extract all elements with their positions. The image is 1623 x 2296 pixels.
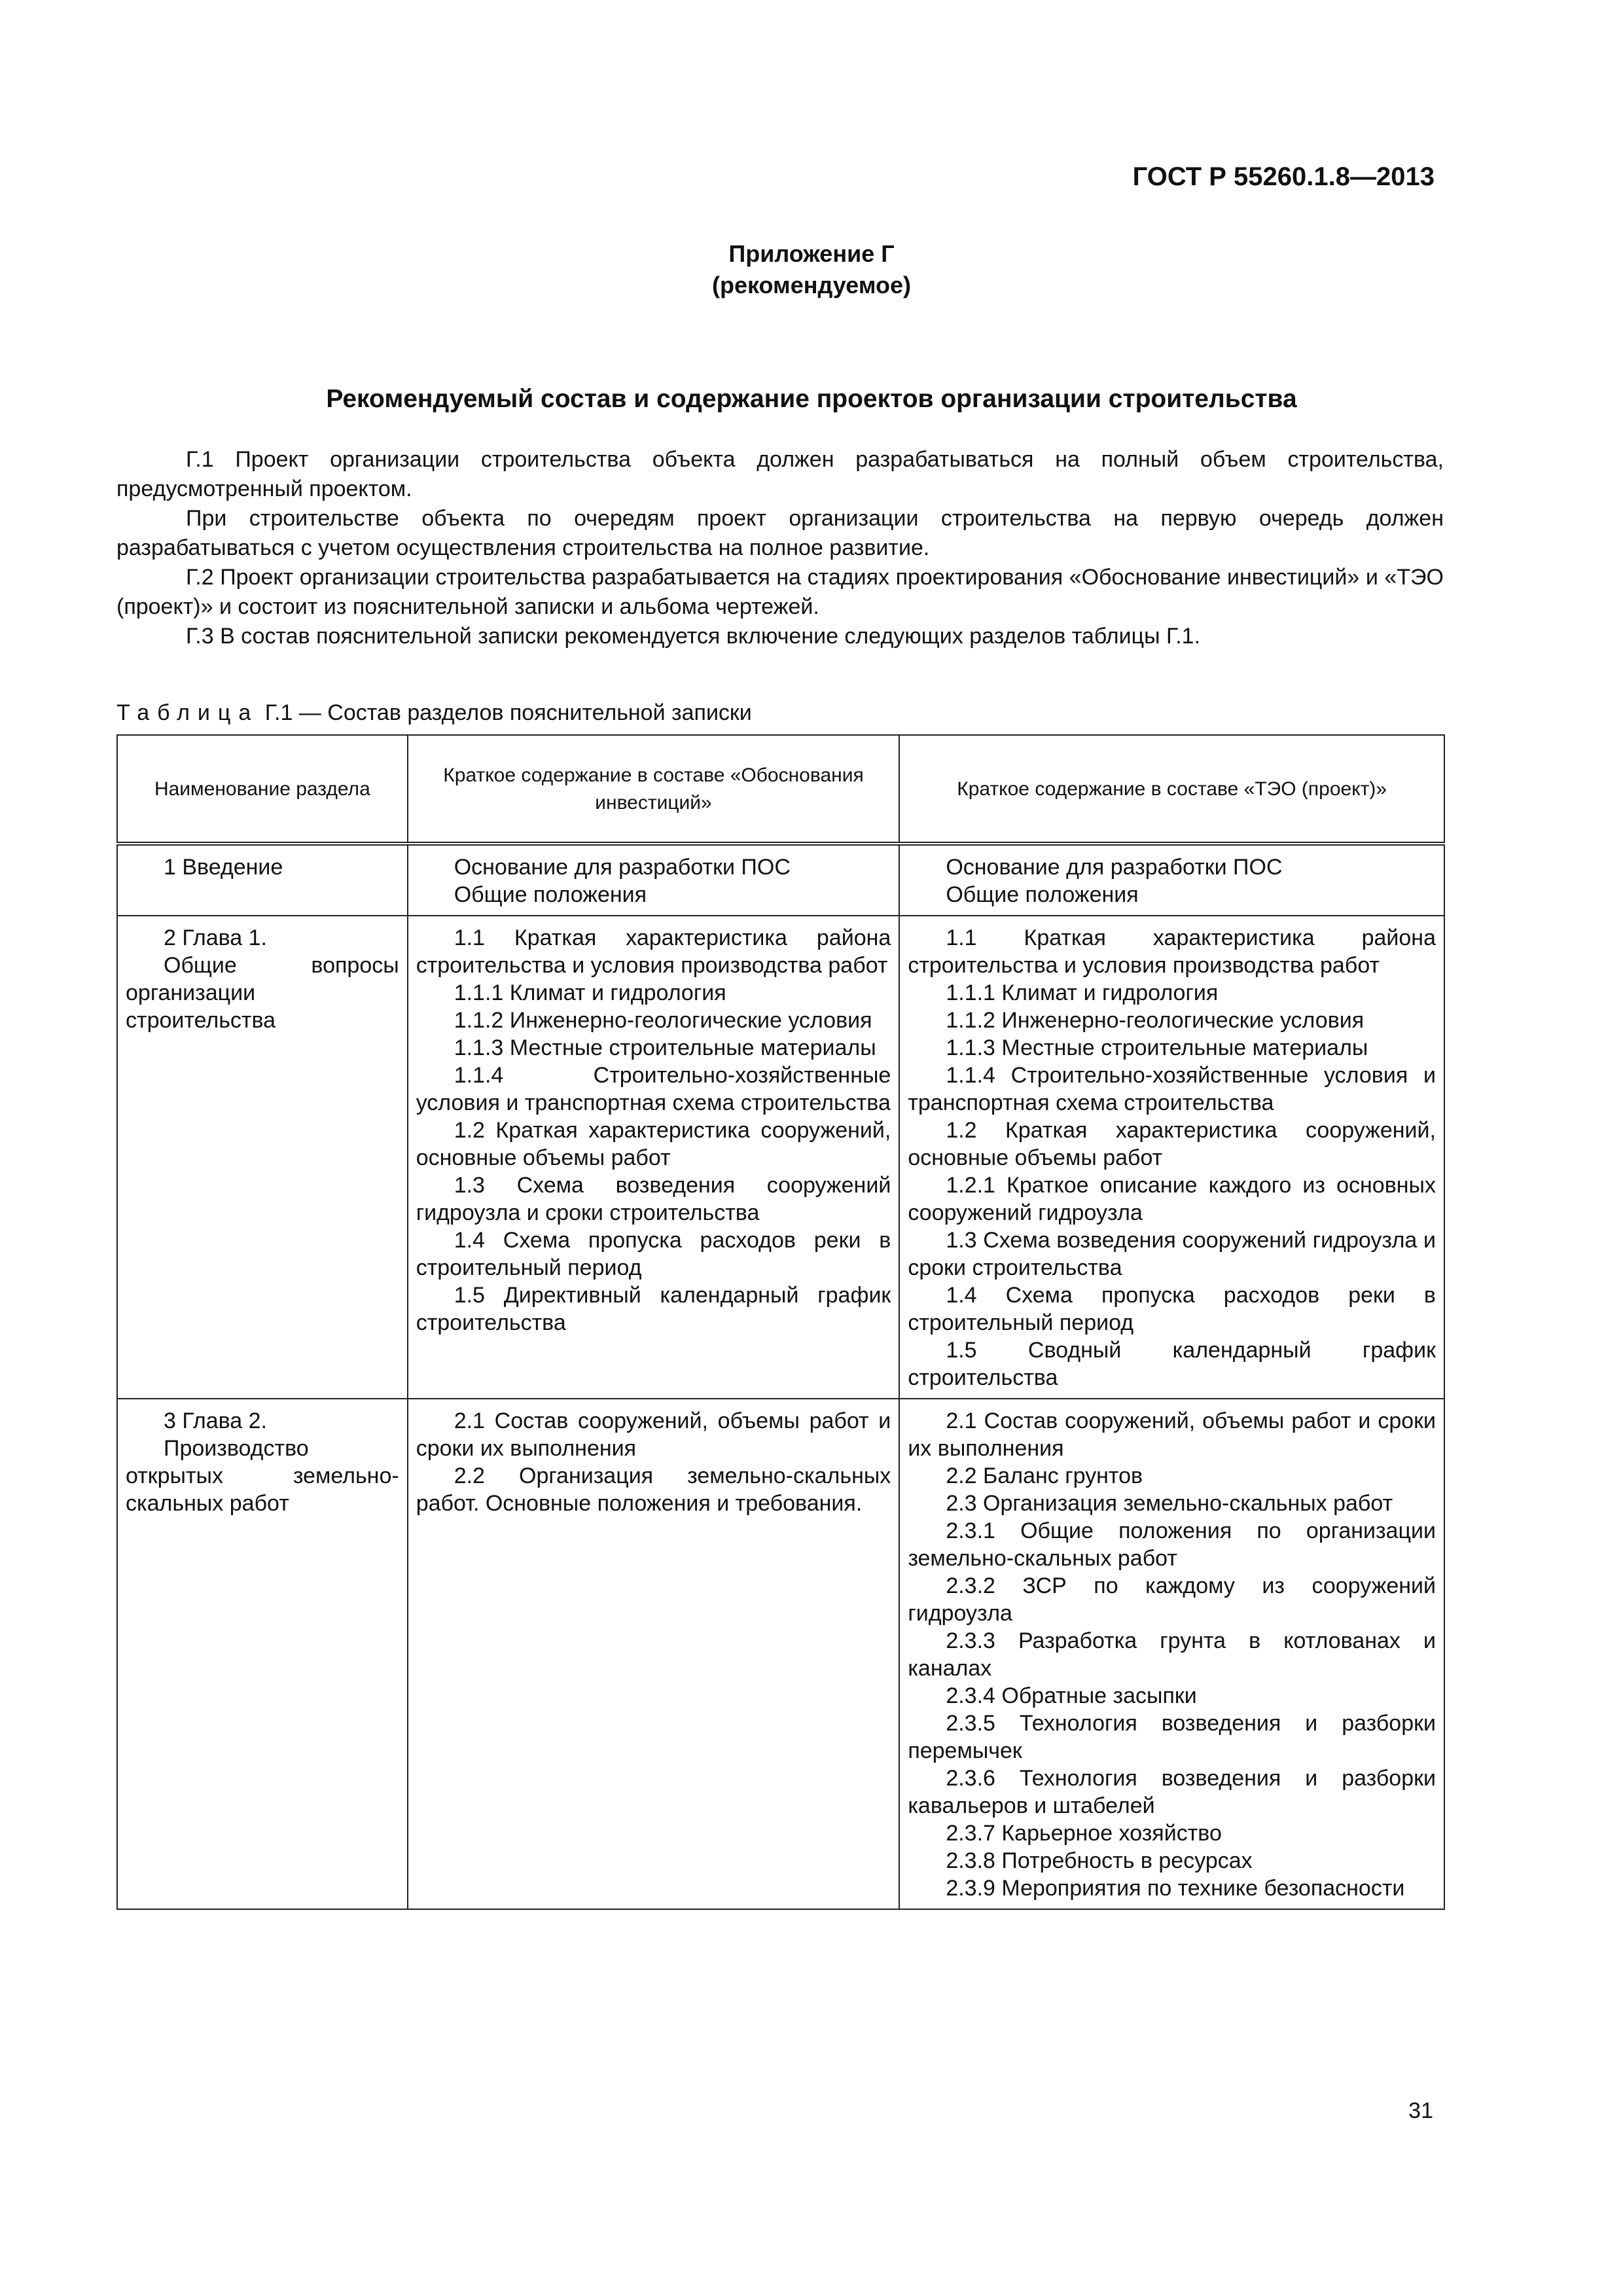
- cell-line: 1.1.1 Климат и гидрология: [946, 980, 1219, 1005]
- cell-line: 1.5 Директивный календарный график строительства: [416, 1283, 891, 1335]
- cell-line: 1.1.3 Местные строительные материалы: [454, 1035, 876, 1060]
- cell-line: 1.1.2 Инженерно-геологические условия: [946, 1008, 1364, 1033]
- cell-line: 2.3.2 ЗСР по каждому из сооружений гидроузла: [908, 1573, 1436, 1626]
- teo-cell: [899, 844, 1444, 916]
- cell-line: Общие положения: [454, 882, 647, 907]
- cell-line: 1.1 Краткая характеристика района строительства и условия производства работ: [416, 925, 891, 978]
- annex-status: (рекомендуемое): [712, 272, 911, 298]
- cell-line: 2.3.4 Обратные засыпки: [946, 1683, 1197, 1708]
- paragraph: Г.2 Проект организации строительства разрабатывается на стадиях проектирования «Обоснование инвестиций» и «ТЭО (проект)» и состоит из пояснительной записки и альбома чертежей.: [116, 565, 1444, 619]
- cell-line: 1.1.2 Инженерно-геологические условия: [454, 1008, 872, 1033]
- header-investment: Краткое содержание в составе «Обоснования инвестиций»: [408, 735, 900, 844]
- cell-line: 1.2 Краткая характеристика сооружений, основные объемы работ: [908, 1118, 1436, 1170]
- cell-line: 1.3 Схема возведения сооружений гидроузла и сроки строительства: [416, 1173, 891, 1225]
- cell-line: 1.1.1 Климат и гидрология: [454, 980, 726, 1005]
- investment-cell: [408, 916, 900, 1399]
- cell-line: 1.1.3 Местные строительные материалы: [946, 1035, 1368, 1060]
- investment-cell: [408, 844, 900, 916]
- table-caption: [116, 700, 752, 726]
- cell-line: 1.5 Сводный календарный график строительства: [908, 1338, 1436, 1390]
- cell-line: 2.1 Состав сооружений, объемы работ и сроки их выполнения: [416, 1408, 891, 1461]
- cell-line: 2.3 Организация земельно-скальных работ: [946, 1491, 1393, 1516]
- cell-line: 2.3.9 Мероприятия по технике безопасности: [946, 1876, 1405, 1901]
- cell-line: 1.2 Краткая характеристика сооружений, основные объемы работ: [416, 1118, 891, 1170]
- cell-line: 1 Введение: [164, 855, 283, 880]
- cell-line: 2.3.5 Технология возведения и разборки перемычек: [908, 1711, 1436, 1763]
- cell-line: 2.3.8 Потребность в ресурсах: [946, 1848, 1253, 1873]
- cell-line: 1.1 Краткая характеристика района строительства и условия производства работ: [908, 925, 1436, 978]
- cell-line: 2.2 Баланс грунтов: [946, 1463, 1143, 1488]
- cell-line: 2.3.1 Общие положения по организации земельно-скальных работ: [908, 1518, 1436, 1571]
- section-name-cell: [117, 916, 408, 1399]
- table-caption-label: Таблица: [116, 700, 259, 725]
- cell-line: 2.1 Состав сооружений, объемы работ и сроки их выполнения: [908, 1408, 1436, 1461]
- cell-line: 1.3 Схема возведения сооружений гидроузла и сроки строительства: [908, 1228, 1436, 1280]
- cell-line: 2.2 Организация земельно-скальных работ. Основные положения и требования.: [416, 1463, 891, 1516]
- table-row: [117, 844, 1444, 916]
- cell-line: 1.2.1 Краткое описание каждого из основных сооружений гидроузла: [908, 1173, 1436, 1225]
- main-title: Рекомендуемый состав и содержание проектов организации строительства: [326, 385, 1297, 413]
- cell-line: Основание для разработки ПОС: [454, 855, 791, 880]
- cell-line: Основание для разработки ПОС: [946, 855, 1283, 880]
- body-text: [116, 445, 1444, 651]
- paragraph: Г.1 Проект организации строительства объекта должен разрабатываться на полный объем строительства, предусмотренный проектом.: [116, 447, 1444, 501]
- paragraph: Г.3 В состав пояснительной записки рекомендуется включение следующих разделов таблицы Г.1.: [186, 624, 1201, 649]
- section-name-cell: [117, 844, 408, 916]
- sections-table: [116, 734, 1445, 1910]
- cell-line: 2 Глава 1.: [164, 925, 267, 950]
- cell-line: Общие вопросы организации строительства: [126, 953, 399, 1033]
- cell-line: 2.3.7 Карьерное хозяйство: [946, 1821, 1222, 1846]
- table-row: [117, 1399, 1444, 1909]
- table-caption-text: Г.1 — Состав разделов пояснительной записки: [264, 700, 752, 725]
- cell-line: 2.3.6 Технология возведения и разборки кавальеров и штабелей: [908, 1766, 1436, 1818]
- cell-line: 1.4 Схема пропуска расходов реки в строительный период: [908, 1283, 1436, 1335]
- section-name-cell: [117, 1399, 408, 1909]
- cell-line: 1.1.4 Строительно-хозяйственные условия и транспортная схема строительства: [908, 1063, 1436, 1115]
- cell-line: 1.4 Схема пропуска расходов реки в строительный период: [416, 1228, 891, 1280]
- cell-line: 2.3.3 Разработка грунта в котлованах и каналах: [908, 1628, 1436, 1681]
- table-body: [117, 844, 1444, 1909]
- header-teo: Краткое содержание в составе «ТЭО (проект)»: [899, 735, 1444, 844]
- header-section-name: Наименование раздела: [117, 735, 408, 844]
- table-header-row: [117, 735, 1444, 844]
- investment-cell: [408, 1399, 900, 1909]
- cell-line: 1.1.4 Строительно-хозяйственные условия и транспортная схема строительства: [416, 1063, 891, 1115]
- annex-title: Приложение Г: [728, 240, 895, 267]
- cell-line: Производство открытых земельно-скальных работ: [126, 1436, 399, 1516]
- cell-line: Общие положения: [946, 882, 1139, 907]
- annex-heading: [0, 238, 1623, 301]
- document-code: ГОСТ Р 55260.1.8—2013: [1132, 162, 1435, 191]
- paragraph: При строительстве объекта по очередям проект организации строительства на первую очередь должен разрабатываться с учетом осуществления строительства на полное развитие.: [116, 506, 1444, 560]
- teo-cell: [899, 916, 1444, 1399]
- teo-cell: [899, 1399, 1444, 1909]
- cell-line: 3 Глава 2.: [164, 1408, 267, 1433]
- page-number: 31: [1408, 2098, 1433, 2123]
- table-row: [117, 916, 1444, 1399]
